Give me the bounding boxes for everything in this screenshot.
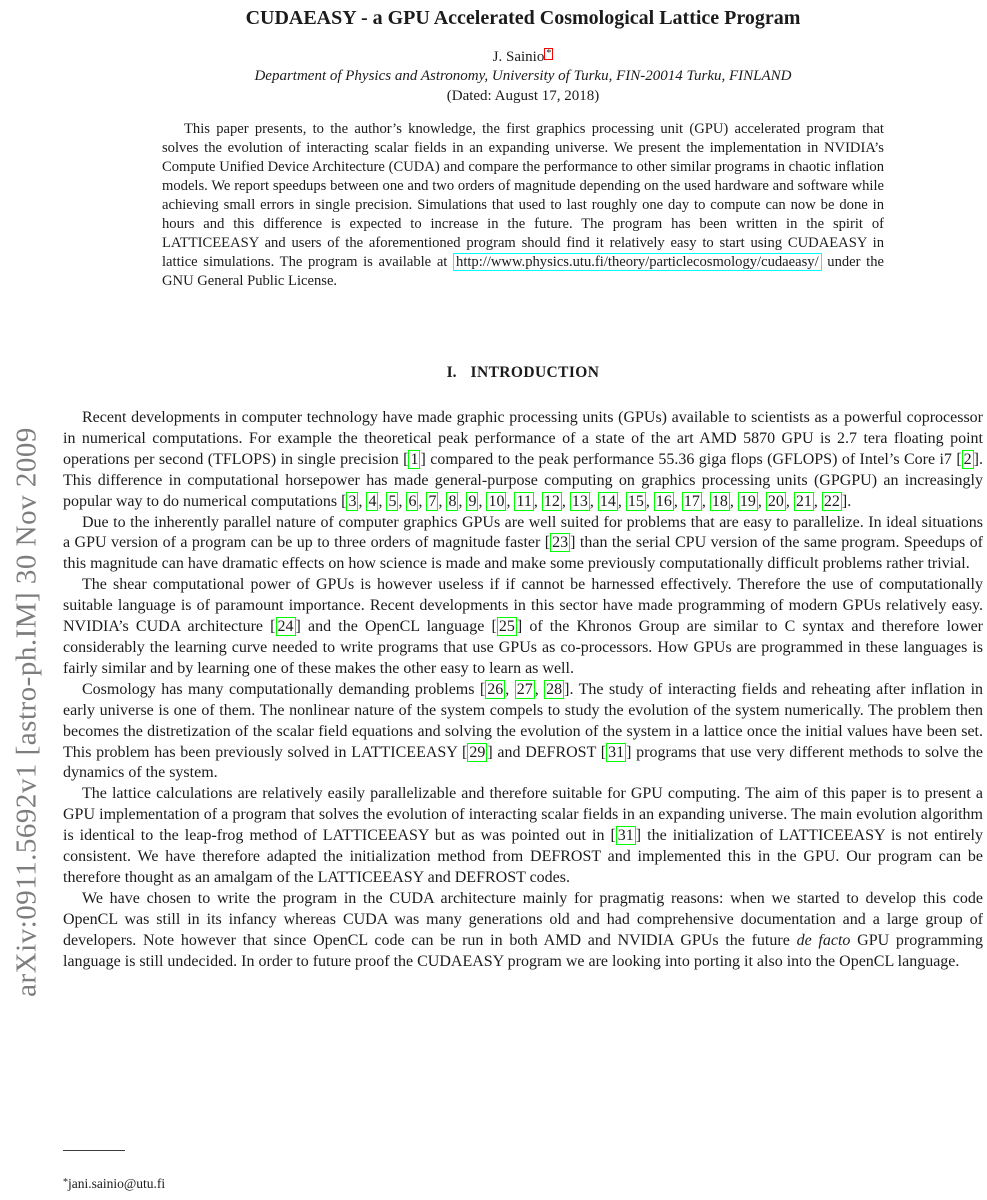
arxiv-identifier-watermark: arXiv:0911.5692v1 [astro-ph.IM] 30 Nov 2009	[10, 427, 43, 997]
author-line	[63, 48, 983, 66]
text-segment: ,	[729, 492, 738, 510]
citation-link[interactable]: 19	[739, 492, 756, 510]
text-segment: ] the initialization of LATTICEEASY is not entirely consistent. We have therefore adapted the initialization method from DEFROST and implemented this in the GPU. Our program can be therefore thought as an amalgam of the LATTICEEASY and DEFROST codes.	[63, 827, 983, 886]
paragraph-5	[63, 784, 983, 889]
text-segment: ]. This difference in computational horsepower has made general-purpose computing on graphics processing units (GPGPU) an increasingly popular way to do numerical computations [	[63, 450, 983, 510]
text-segment: ,	[645, 492, 654, 510]
text-segment: ,	[757, 492, 766, 510]
footnote-email: jani.sainio@utu.fi	[68, 1176, 166, 1191]
citation-link[interactable]: 11	[516, 492, 532, 510]
citation-link[interactable]: 1	[410, 450, 419, 468]
citation-link[interactable]: 5	[388, 492, 397, 510]
text-segment: The shear computational power of GPUs is however useless if if cannot be harnessed effectively. Therefore the use of computationally suitable language is of paramount importance. Recent developments in this sector have made programming of modern GPUs relatively easy. NVIDIA’s CUDA architecture [	[63, 576, 983, 636]
citation-link[interactable]: 29	[469, 743, 486, 761]
citation-link[interactable]: 21	[795, 492, 812, 510]
text-segment: Due to the inherently parallel nature of computer graphics GPUs are well suited for problems that are easy to parallelize. In ideal situations a GPU version of a program can be up to three orders of magnitude faster [	[63, 513, 983, 552]
text-segment: ] and DEFROST [	[487, 743, 607, 761]
citation-link[interactable]: 16	[655, 492, 672, 510]
affiliation: Department of Physics and Astronomy, University of Turku, FIN-20014 Turku, FINLAND	[254, 68, 792, 84]
text-segment: ] and the OpenCL language [	[295, 618, 497, 636]
text-segment: under the GNU General Public License.	[162, 254, 884, 289]
author-name: J. Sainio	[492, 49, 545, 65]
text-segment: ,	[378, 492, 387, 510]
citation-link[interactable]: 17	[683, 492, 700, 510]
text-segment: ,	[673, 492, 682, 510]
paragraph-2	[63, 513, 983, 576]
text-segment: ,	[358, 492, 367, 510]
text-segment: ,	[534, 680, 545, 698]
paragraph-1	[63, 408, 983, 513]
text-segment: ,	[438, 492, 447, 510]
citation-link[interactable]: 12	[543, 492, 560, 510]
url-link[interactable]: http://www.physics.utu.fi/theory/particlecosmology/cudaeasy/	[453, 253, 822, 271]
citation-link[interactable]: 18	[711, 492, 728, 510]
text-segment: The lattice calculations are relatively easily parallelizable and therefore suitable for GPU computing. The aim of this paper is to present a GPU implementation of a program that solves the evolution of interacting scalar fields in an expanding universe. The main evolution algorithm is identical to the leap-frog method of LATTICEEASY but as was pointed out in [	[63, 785, 983, 845]
citation-link[interactable]: 26	[487, 680, 504, 698]
citation-link[interactable]: 31	[608, 743, 625, 761]
paper-title: CUDAEASY - a GPU Accelerated Cosmological Lattice Program	[245, 7, 801, 29]
text-segment: ,	[458, 492, 467, 510]
citation-link[interactable]: 25	[498, 618, 515, 636]
footnote-area	[63, 1150, 463, 1192]
citation-link[interactable]: 7	[428, 492, 437, 510]
paper-content	[63, 0, 983, 972]
citation-link[interactable]: 28	[546, 680, 563, 698]
text-segment: ,	[701, 492, 710, 510]
text-segment: ,	[561, 492, 570, 510]
text-segment: ,	[478, 492, 487, 510]
section-number: I.	[446, 364, 457, 381]
text-segment: ,	[506, 492, 515, 510]
footnote-marker: *	[63, 1177, 68, 1188]
author-footnote-marker-link[interactable]: *	[546, 48, 552, 59]
text-segment: ,	[785, 492, 794, 510]
citation-link[interactable]: 14	[599, 492, 616, 510]
abstract	[162, 120, 884, 291]
citation-link[interactable]: 20	[767, 492, 784, 510]
footnote	[63, 1176, 463, 1192]
text-segment: ,	[418, 492, 427, 510]
citation-link[interactable]: 13	[571, 492, 588, 510]
citation-link[interactable]: 4	[368, 492, 377, 510]
text-segment: ,	[813, 492, 822, 510]
paragraph-3	[63, 575, 983, 680]
text-segment: ] of the Khronos Group are similar to C syntax and therefore lower considerably the learning curve needed to write programs that use GPUs as co-processors. How GPUs are programmed in these languages is fairly similar and by learning one of these makes the other easy to learn as well.	[63, 618, 983, 677]
citation-link[interactable]: 15	[627, 492, 644, 510]
italic-text: de facto	[796, 931, 851, 949]
citation-link[interactable]: 2	[963, 450, 972, 468]
body-text	[63, 408, 983, 972]
citation-link[interactable]: 27	[516, 680, 533, 698]
citation-link[interactable]: 24	[277, 618, 294, 636]
text-segment: ]. The study of interacting fields and reheating after inflation in early universe is one of them. The nonlinear nature of the system compels to study the evolution of the system numerically. The problem then becomes the distretization of the scalar field equations and solving the evolution of the system in a lattice once the initial values have been set. This problem has been previously solved in LATTICEEASY [	[63, 680, 984, 761]
paragraph-4	[63, 680, 983, 785]
text-segment: ] than the serial CPU version of the same program. Speedups of this magnitude can have dramatic effects on how science is made and make some previously computationally difficult problems rather trivial.	[63, 534, 984, 573]
text-segment: We have chosen to write the program in the CUDA architecture mainly for pragmatig reasons: when we started to develop this code OpenCL was still in its infancy whereas CUDA was many generations old and had comprehensive documentation and a large group of developers. Note however that since OpenCL code can be run in both AMD and NVIDIA GPUs the future	[63, 889, 983, 949]
text-segment: Cosmology has many computationally demanding problems [	[82, 680, 486, 698]
citation-link[interactable]: 9	[468, 492, 477, 510]
footnote-rule	[63, 1150, 125, 1151]
paragraph-6	[63, 889, 983, 973]
text-segment: ].	[841, 492, 852, 510]
section-heading-introduction	[63, 364, 983, 382]
citation-link[interactable]: 22	[823, 492, 840, 510]
citation-link[interactable]: 6	[408, 492, 417, 510]
citation-link[interactable]: 3	[348, 492, 357, 510]
text-segment: ,	[617, 492, 626, 510]
citation-link[interactable]: 8	[448, 492, 457, 510]
date-line: (Dated: August 17, 2018)	[446, 88, 600, 104]
text-segment: ] programs that use very different methods to solve the dynamics of the system.	[63, 743, 984, 782]
citation-link[interactable]: 10	[488, 492, 505, 510]
text-segment: Recent developments in computer technology have made graphic processing units (GPUs) available to scientists as a powerful coprocessor in numerical computations. For example the theoretical peak performance of a state of the art AMD 5870 GPU is 2.7 tera floating point operations per second (TFLOPS) in single precision [	[63, 409, 983, 468]
text-segment: GPU programming language is still undecided. In order to future proof the CUDAEASY program we are looking into porting it also into the OpenCL language.	[63, 931, 984, 970]
text-segment: ,	[505, 680, 515, 698]
citation-link[interactable]: 23	[552, 534, 569, 552]
text-segment: ,	[589, 492, 598, 510]
text-segment: ] compared to the peak performance 55.36 giga flops (GFLOPS) of Intel’s Core i7 [	[420, 450, 962, 468]
section-title: INTRODUCTION	[470, 364, 600, 381]
citation-link[interactable]: 31	[617, 827, 634, 845]
text-segment: This paper presents, to the author’s knowledge, the first graphics processing unit (GPU) accelerated program that solves the evolution of interacting scalar fields in an expanding universe. We present the implementation in NVIDIA’s Compute Unified Device Architecture (CUDA) and compare the performance to other similar programs in chaotic inflation models. We report speedups between one and two orders of magnitude depending on the used hardware and software while achieving small errors in single precision. Simulations that used to last roughly one day to compute can now be done in hours and this difference is expected to increase in the future. The program has been written in the spirit of LATTICEEASY and users of the aforementioned program should find it relatively easy to start using CUDAEASY in lattice simulations. The program is available at	[162, 121, 884, 270]
text-segment: ,	[533, 492, 542, 510]
text-segment: ,	[398, 492, 407, 510]
